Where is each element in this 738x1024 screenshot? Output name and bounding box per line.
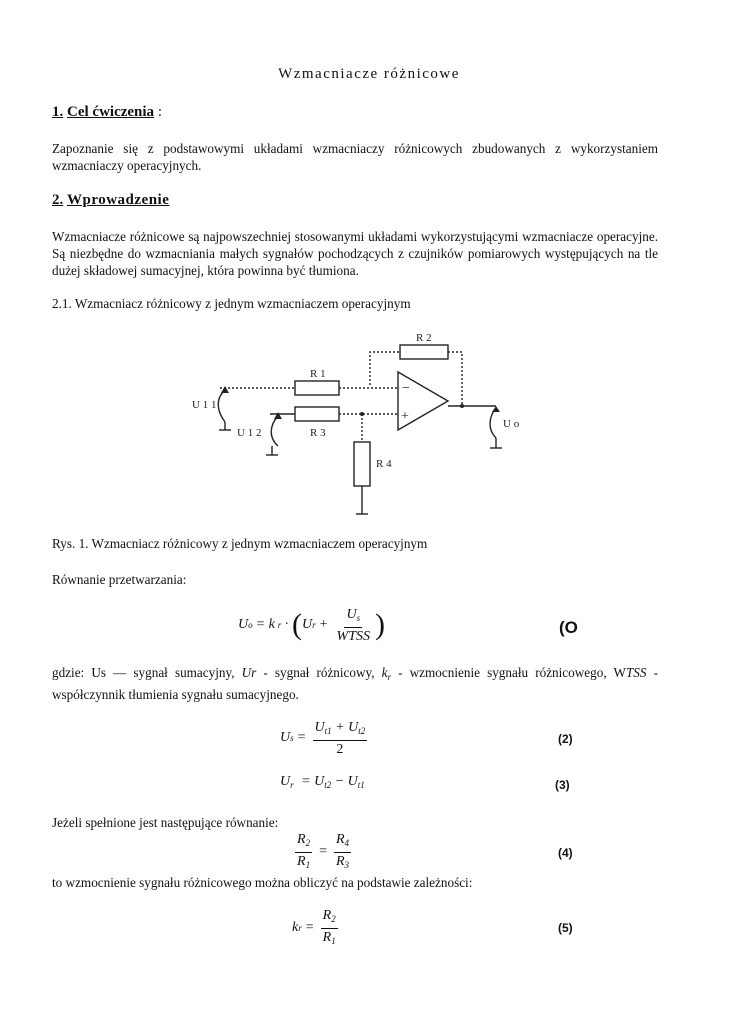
source-u11-arrow <box>218 390 225 422</box>
label-plus: + <box>401 409 409 424</box>
section-1-heading <box>52 104 162 121</box>
resistor-r4 <box>354 442 370 486</box>
equation-4-number: (4) <box>558 846 573 860</box>
section-1-text: Zapoznanie się z podstawowymi układami wzmacniaczy różnicowych zbudowanych z wykorzystaniem wzmacniaczy operacyjnych. <box>52 141 658 173</box>
section-2-title: Wprowadzenie <box>67 192 170 208</box>
label-uo: U o <box>503 418 520 430</box>
equation-5: k r = $\frac{R_2}{R_1}$ <box>292 907 336 946</box>
u12-arrow-head <box>274 412 282 419</box>
uo-arrow-head <box>492 406 500 412</box>
output-arrow <box>490 408 496 438</box>
label-r1: R 1 <box>310 368 326 380</box>
section-1-colon: : <box>157 104 162 120</box>
label-minus: − <box>402 381 410 396</box>
section-2-heading <box>52 192 169 209</box>
label-r3: R 3 <box>310 427 326 439</box>
resistor-r1 <box>295 381 339 395</box>
plus-node <box>360 412 364 416</box>
then-text: to wzmocnienie sygnału różnicowego można obliczyć na podstawie zależności: <box>52 875 473 890</box>
page-title: Wzmacniacze różnicowe <box>278 66 460 82</box>
definitions-text: gdzie: Us — sygnał sumacyjny, Ur - sygnał różnicowy, $k_r$ - wzmocnienie sygnału różnicowego, WTSS - współczynnik tłumienia sygnału sumacyjnego. <box>52 665 658 702</box>
equation-2: U s = $\frac{U_{t1} + U_{t2}}{2}$ <box>280 719 366 757</box>
u11-arrow-head <box>221 386 229 393</box>
equation-intro: Równanie przetwarzania: <box>52 572 187 587</box>
subsection-2-1: 2.1. Wzmacniacz różnicowy z jednym wzmacniaczem operacyjnym <box>52 296 411 311</box>
figure-caption: Rys. 1. Wzmacniacz różnicowy z jednym wzmacniaczem operacyjnym <box>52 536 428 551</box>
equation-1-number: (O <box>559 618 578 637</box>
equation-1: U o = k r · ( U r + $\frac{U_s}{\text{WTSS}}$ ) <box>238 606 385 644</box>
section-2-number: 2. <box>52 192 64 208</box>
section-2-text: Wzmacniacze różnicowe są najpowszechniej stosowanymi układami wykorzystującymi wzmacniacze operacyjne. Są niezbędne do wzmacniania małych sygnałów pochodzących z czujników pomiarowych występujących na tle dużej składowej sumacyjnej, która powinna być tłumiona. <box>52 229 658 278</box>
equation-3: $U_r = U_{t2} - U_{t1}$ <box>280 774 365 790</box>
equation-2-number: (2) <box>558 732 573 746</box>
output-node <box>460 404 464 408</box>
feedback-wire-left <box>370 352 400 385</box>
equation-4: $\frac{R_2}{R_1}$ = $\frac{R_4}{R_3}$ <box>297 831 350 870</box>
label-u12: U 1 2 <box>237 427 262 439</box>
section-1-number: 1. <box>52 104 64 120</box>
circuit-diagram <box>190 330 530 525</box>
equation-3-number: (3) <box>555 778 570 792</box>
resistor-r2 <box>400 345 448 359</box>
label-r2: R 2 <box>416 332 432 344</box>
label-u11: U 1 1 <box>192 399 217 411</box>
feedback-wire-right <box>448 352 462 406</box>
condition-text: Jeżeli spełnione jest następujące równanie: <box>52 815 279 830</box>
equation-5-number: (5) <box>558 921 573 935</box>
section-1-title: Cel ćwiczenia <box>67 104 155 120</box>
source-u12-arrow <box>271 416 278 446</box>
resistor-r3 <box>295 407 339 421</box>
label-r4: R 4 <box>376 458 392 470</box>
